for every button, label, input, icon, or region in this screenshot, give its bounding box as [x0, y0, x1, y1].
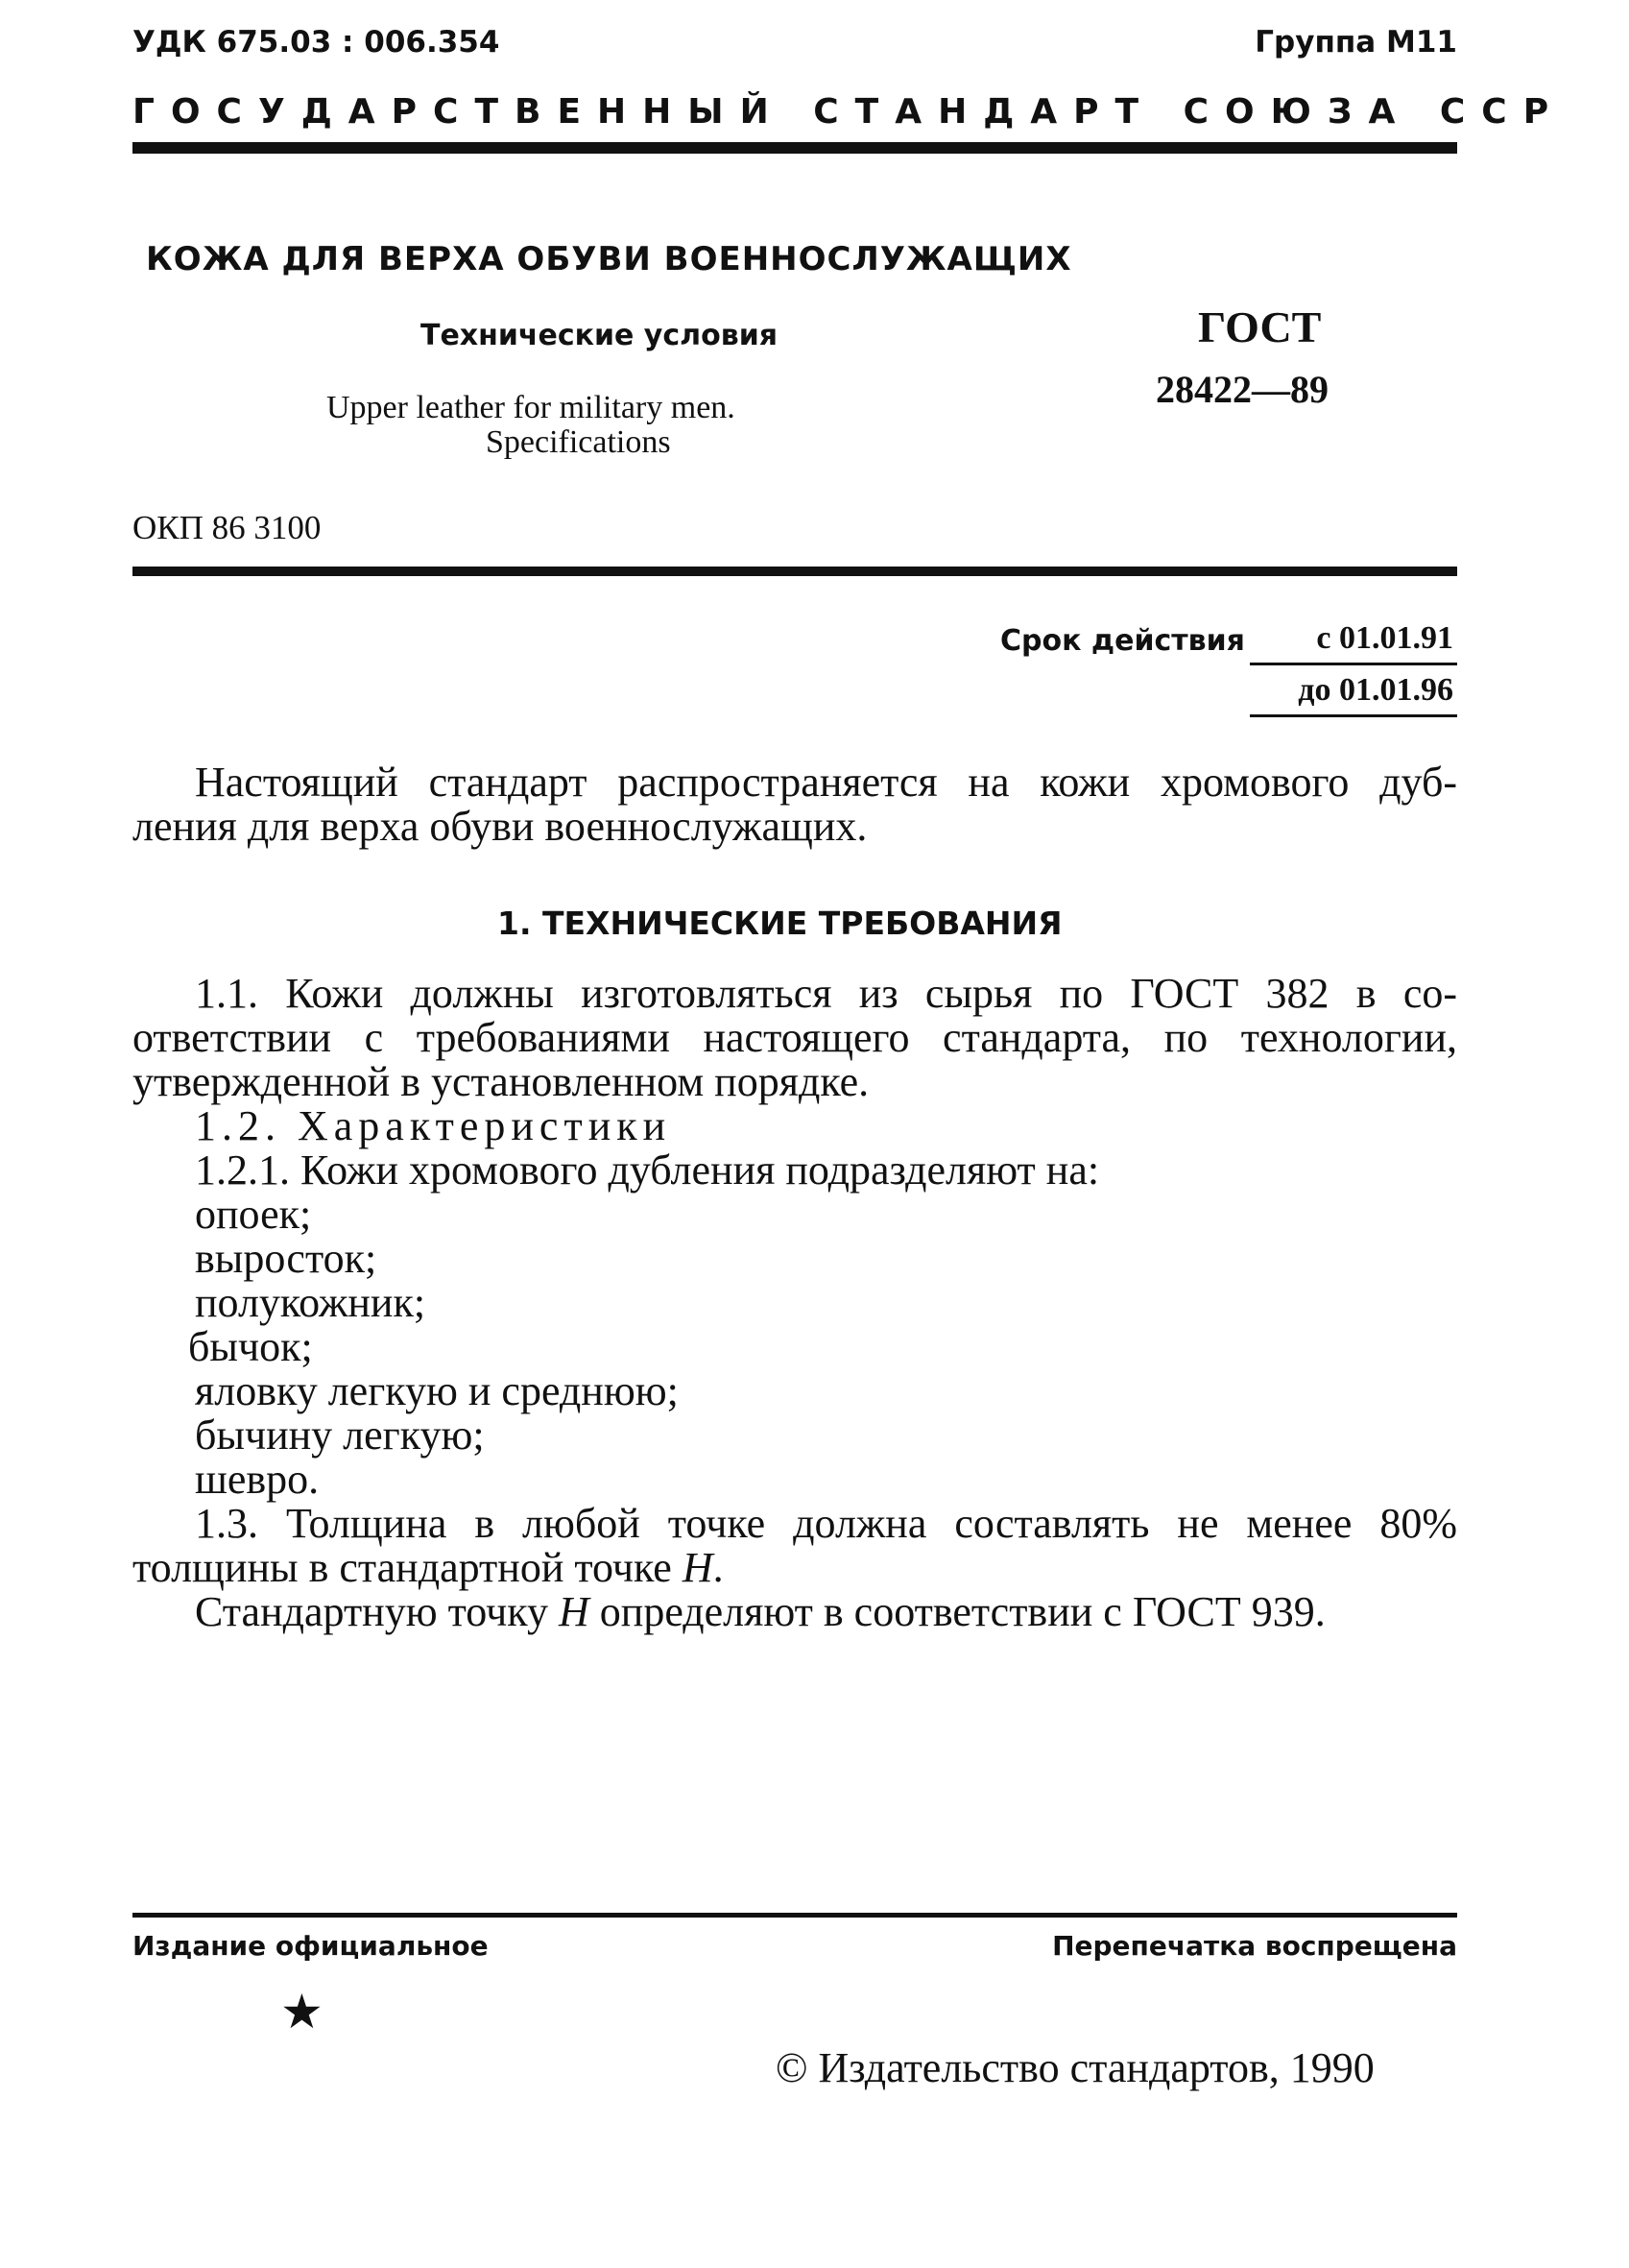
- standard-point-symbol: Н: [558, 1588, 589, 1635]
- leather-type-item: выросток;: [195, 1235, 377, 1282]
- section-heading: 1. ТЕХНИЧЕСКИЕ ТРЕБОВАНИЯ: [497, 905, 1063, 942]
- subtitle-en-line1: Upper leather for military men.: [326, 390, 735, 425]
- gost-number: 28422—89: [1156, 368, 1329, 411]
- p1-3-line-2-end: .: [712, 1544, 724, 1591]
- footer-rule: [132, 1913, 1457, 1918]
- gost-label: ГОСТ: [1198, 302, 1322, 351]
- leather-type-item: бычину легкую;: [195, 1411, 485, 1459]
- state-standard-banner: ГОСУДАРСТВЕННЫЙ СТАНДАРТ СОЮЗА ССР: [132, 92, 1566, 132]
- standard-point-paragraph: [132, 1590, 1457, 1634]
- intro-paragraph: [132, 760, 1457, 849]
- p1-2-1: 1.2.1. Кожи хромового дубления подразделяют на:: [195, 1146, 1100, 1194]
- publisher-name: Издательство стандартов, 1990: [818, 2044, 1375, 2091]
- standard-point-text-a: Стандартную точку: [195, 1588, 559, 1635]
- subtitle-ru: Технические условия: [420, 319, 778, 352]
- p1-1-line-1: 1.1. Кожи должны изготовляться из сырья по ГОСТ 382 в со-: [195, 970, 1457, 1017]
- reprint-prohibited: Перепечатка воспрещена: [1052, 1930, 1457, 1962]
- validity-rule-1: [1250, 663, 1457, 665]
- leather-type-item: полукожник;: [195, 1279, 426, 1326]
- intro-line-2: ления для верха обуви военнослужащих.: [132, 803, 868, 850]
- validity-to: до 01.01.96: [1298, 672, 1453, 708]
- star-icon: ★: [280, 1985, 323, 2039]
- udk-code: УДК 675.03 : 006.354: [132, 25, 500, 60]
- validity-from: с 01.01.91: [1316, 620, 1453, 656]
- document-title: КОЖА ДЛЯ ВЕРХА ОБУВИ ВОЕННОСЛУЖАЩИХ: [146, 240, 1072, 278]
- p1-1-line-2: ответствии с требованиями настоящего стандарта, по технологии,: [132, 1014, 1457, 1061]
- copyright-line: [776, 2043, 1375, 2092]
- intro-line-1: Настоящий стандарт распространяется на кожи хромового дуб-: [195, 759, 1457, 806]
- copyright-icon: ©: [776, 2044, 808, 2091]
- p1-3-line-1: 1.3. Толщина в любой точке должна составлять не менее 80%: [195, 1500, 1457, 1547]
- header-thick-rule: [132, 142, 1457, 154]
- title-thick-rule: [132, 567, 1457, 576]
- okp-code: ОКП 86 3100: [132, 509, 322, 546]
- p1-2-heading: 1.2. Характеристики: [195, 1102, 672, 1149]
- standard-point-text-b: определяют в соответствии с ГОСТ 939.: [588, 1588, 1326, 1635]
- validity-label: Срок действия: [1000, 624, 1245, 658]
- p1-3-line-2: [132, 1546, 1457, 1590]
- leather-type-item: яловку легкую и среднюю;: [195, 1367, 679, 1414]
- official-edition: Издание официальное: [132, 1930, 489, 1962]
- subtitle-en-line2: Specifications: [486, 424, 671, 460]
- leather-type-item: опоек;: [195, 1191, 312, 1238]
- section-body: [132, 972, 1457, 1634]
- standard-point-symbol: Н: [682, 1544, 713, 1591]
- leather-type-item: шевро.: [195, 1456, 320, 1503]
- p1-1-line-3: утвержденной в установленном порядке.: [132, 1058, 870, 1105]
- leather-type-item: бычок;: [188, 1323, 313, 1370]
- group-code: Группа М11: [1255, 25, 1457, 60]
- validity-rule-2: [1250, 714, 1457, 717]
- p1-3-line-2-text: толщины в стандартной точке: [132, 1544, 683, 1591]
